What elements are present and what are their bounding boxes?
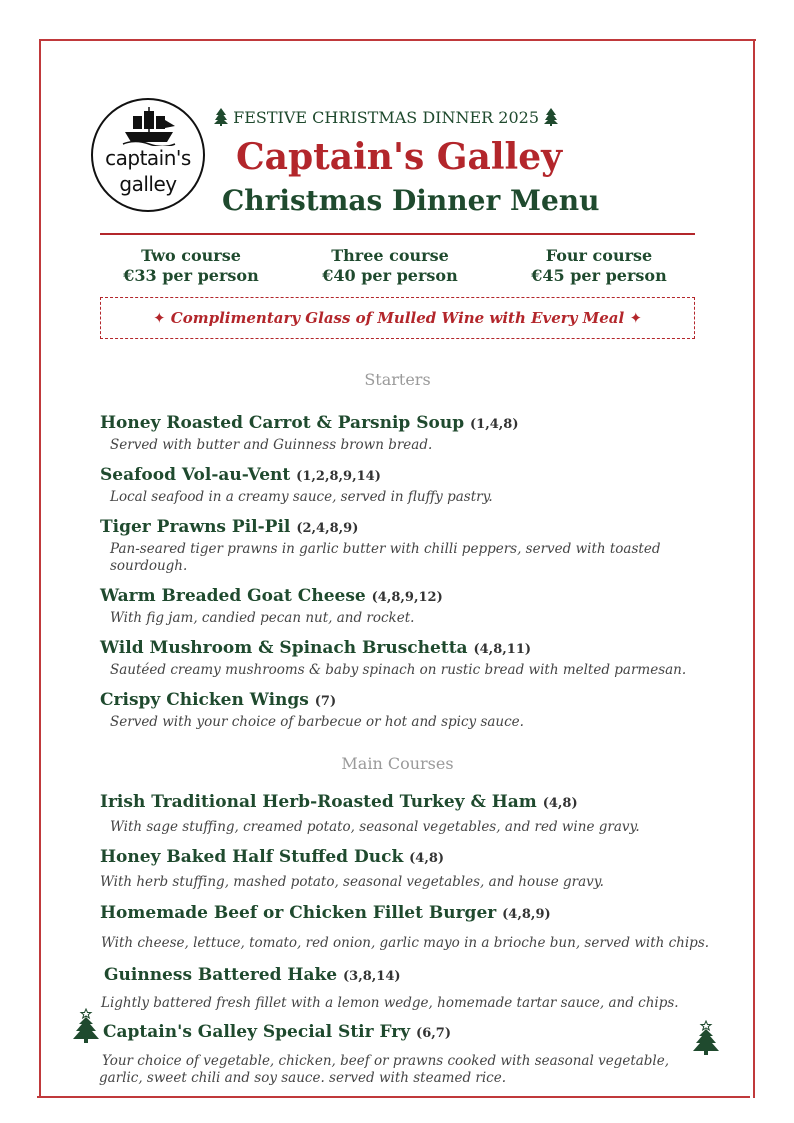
allergen-codes: (6,7) bbox=[416, 1026, 451, 1041]
menu-item-name: Crispy Chicken Wings (7) bbox=[100, 690, 337, 710]
allergen-codes: (1,2,8,9,14) bbox=[296, 469, 381, 484]
menu-item-name: Captain's Galley Special Stir Fry (6,7) bbox=[103, 1022, 451, 1042]
price-amount: €45 per person bbox=[531, 266, 667, 285]
christmas-tree-icon bbox=[692, 1020, 720, 1056]
allergen-codes: (4,8,9,12) bbox=[371, 590, 443, 605]
price-course-label: Three course bbox=[331, 246, 449, 265]
menu-item-description: With cheese, lettuce, tomato, red onion, garlic mayo in a brioche bun, served with chips. bbox=[101, 935, 710, 951]
price-four-course bbox=[509, 246, 689, 286]
allergen-codes: (4,8,11) bbox=[473, 642, 532, 657]
price-amount: €40 per person bbox=[322, 266, 458, 285]
allergen-codes: (4,8) bbox=[409, 851, 445, 866]
menu-item-name: Guinness Battered Hake (3,8,14) bbox=[104, 965, 401, 985]
menu-item-name: Honey Roasted Carrot & Parsnip Soup (1,4,8) bbox=[100, 413, 519, 433]
menu-item-name: Seafood Vol-au-Vent (1,2,8,9,14) bbox=[100, 465, 381, 485]
section-heading-starters: Starters bbox=[364, 370, 431, 389]
menu-item-description: With herb stuffing, mashed potato, seasonal vegetables, and house gravy. bbox=[100, 874, 604, 890]
section-heading-main-courses: Main Courses bbox=[341, 754, 454, 773]
price-amount: €33 per person bbox=[123, 266, 259, 285]
price-two-course bbox=[101, 246, 281, 286]
menu-item-name: Homemade Beef or Chicken Fillet Burger (4,8,9) bbox=[100, 903, 551, 923]
menu-item-name: Irish Traditional Herb-Roasted Turkey & Ham (4,8) bbox=[100, 792, 578, 812]
menu-item-description: Lightly battered fresh fillet with a lemon wedge, homemade tartar sauce, and chips. bbox=[101, 995, 679, 1011]
allergen-codes: (7) bbox=[314, 694, 337, 709]
allergen-codes: (2,4,8,9) bbox=[296, 521, 359, 536]
menu-item-description: Pan-seared tiger prawns in garlic butter with chilli peppers, served with toasted sourdough. bbox=[110, 541, 661, 574]
allergen-codes: (1,4,8) bbox=[470, 417, 519, 432]
menu-item-name: Warm Breaded Goat Cheese (4,8,9,12) bbox=[100, 586, 443, 606]
restaurant-name: Captain's Galley bbox=[236, 136, 563, 178]
sparkle-icon: ✦ bbox=[152, 309, 166, 327]
christmas-tree-icon bbox=[214, 108, 228, 126]
menu-item-description: Local seafood in a creamy sauce, served in fluffy pastry. bbox=[110, 489, 493, 505]
allergen-codes: (3,8,14) bbox=[343, 969, 401, 984]
logo-text-line-1: captain's bbox=[105, 146, 191, 170]
promo-text: Complimentary Glass of Mulled Wine with Every Meal bbox=[170, 309, 625, 327]
menu-item-description: Your choice of vegetable, chicken, beef or prawns cooked with seasonal vegetable, garlic, sweet chili and soy sauce. served with steamed rice. bbox=[99, 1053, 670, 1086]
page-border-left bbox=[39, 39, 41, 1096]
festive-banner-text: FESTIVE CHRISTMAS DINNER 2025 bbox=[233, 108, 540, 127]
menu-item-name: Honey Baked Half Stuffed Duck (4,8) bbox=[100, 847, 445, 867]
sparkle-icon: ✦ bbox=[629, 309, 643, 327]
allergen-codes: (4,8,9) bbox=[502, 907, 551, 922]
menu-item-description: Sautéed creamy mushrooms & baby spinach on rustic bread with melted parmesan. bbox=[110, 662, 687, 678]
menu-item-description: With sage stuffing, creamed potato, seasonal vegetables, and red wine gravy. bbox=[110, 819, 640, 835]
menu-item-name: Tiger Prawns Pil-Pil (2,4,8,9) bbox=[100, 517, 359, 537]
menu-item-description: Served with butter and Guinness brown bread. bbox=[110, 437, 433, 453]
promo-banner bbox=[100, 297, 695, 339]
page-border-bottom bbox=[37, 1096, 750, 1098]
allergen-codes: (4,8) bbox=[542, 796, 578, 811]
christmas-tree-icon bbox=[72, 1008, 100, 1044]
menu-title: Christmas Dinner Menu bbox=[222, 184, 600, 217]
page-border-top bbox=[39, 39, 756, 41]
menu-item-description: With fig jam, candied pecan nut, and rocket. bbox=[110, 610, 415, 626]
price-three-course bbox=[300, 246, 480, 286]
menu-item-description: Served with your choice of barbecue or hot and spicy sauce. bbox=[110, 714, 524, 730]
ship-icon bbox=[121, 106, 177, 146]
price-course-label: Four course bbox=[545, 246, 653, 265]
menu-item-name: Wild Mushroom & Spinach Bruschetta (4,8,11) bbox=[100, 638, 532, 658]
header-divider bbox=[100, 233, 695, 235]
christmas-tree-icon bbox=[544, 108, 558, 126]
festive-banner bbox=[214, 108, 584, 127]
price-course-label: Two course bbox=[141, 246, 241, 265]
page-border-right bbox=[753, 39, 755, 1098]
restaurant-logo bbox=[91, 98, 205, 212]
logo-text-line-2: galley bbox=[119, 172, 177, 196]
